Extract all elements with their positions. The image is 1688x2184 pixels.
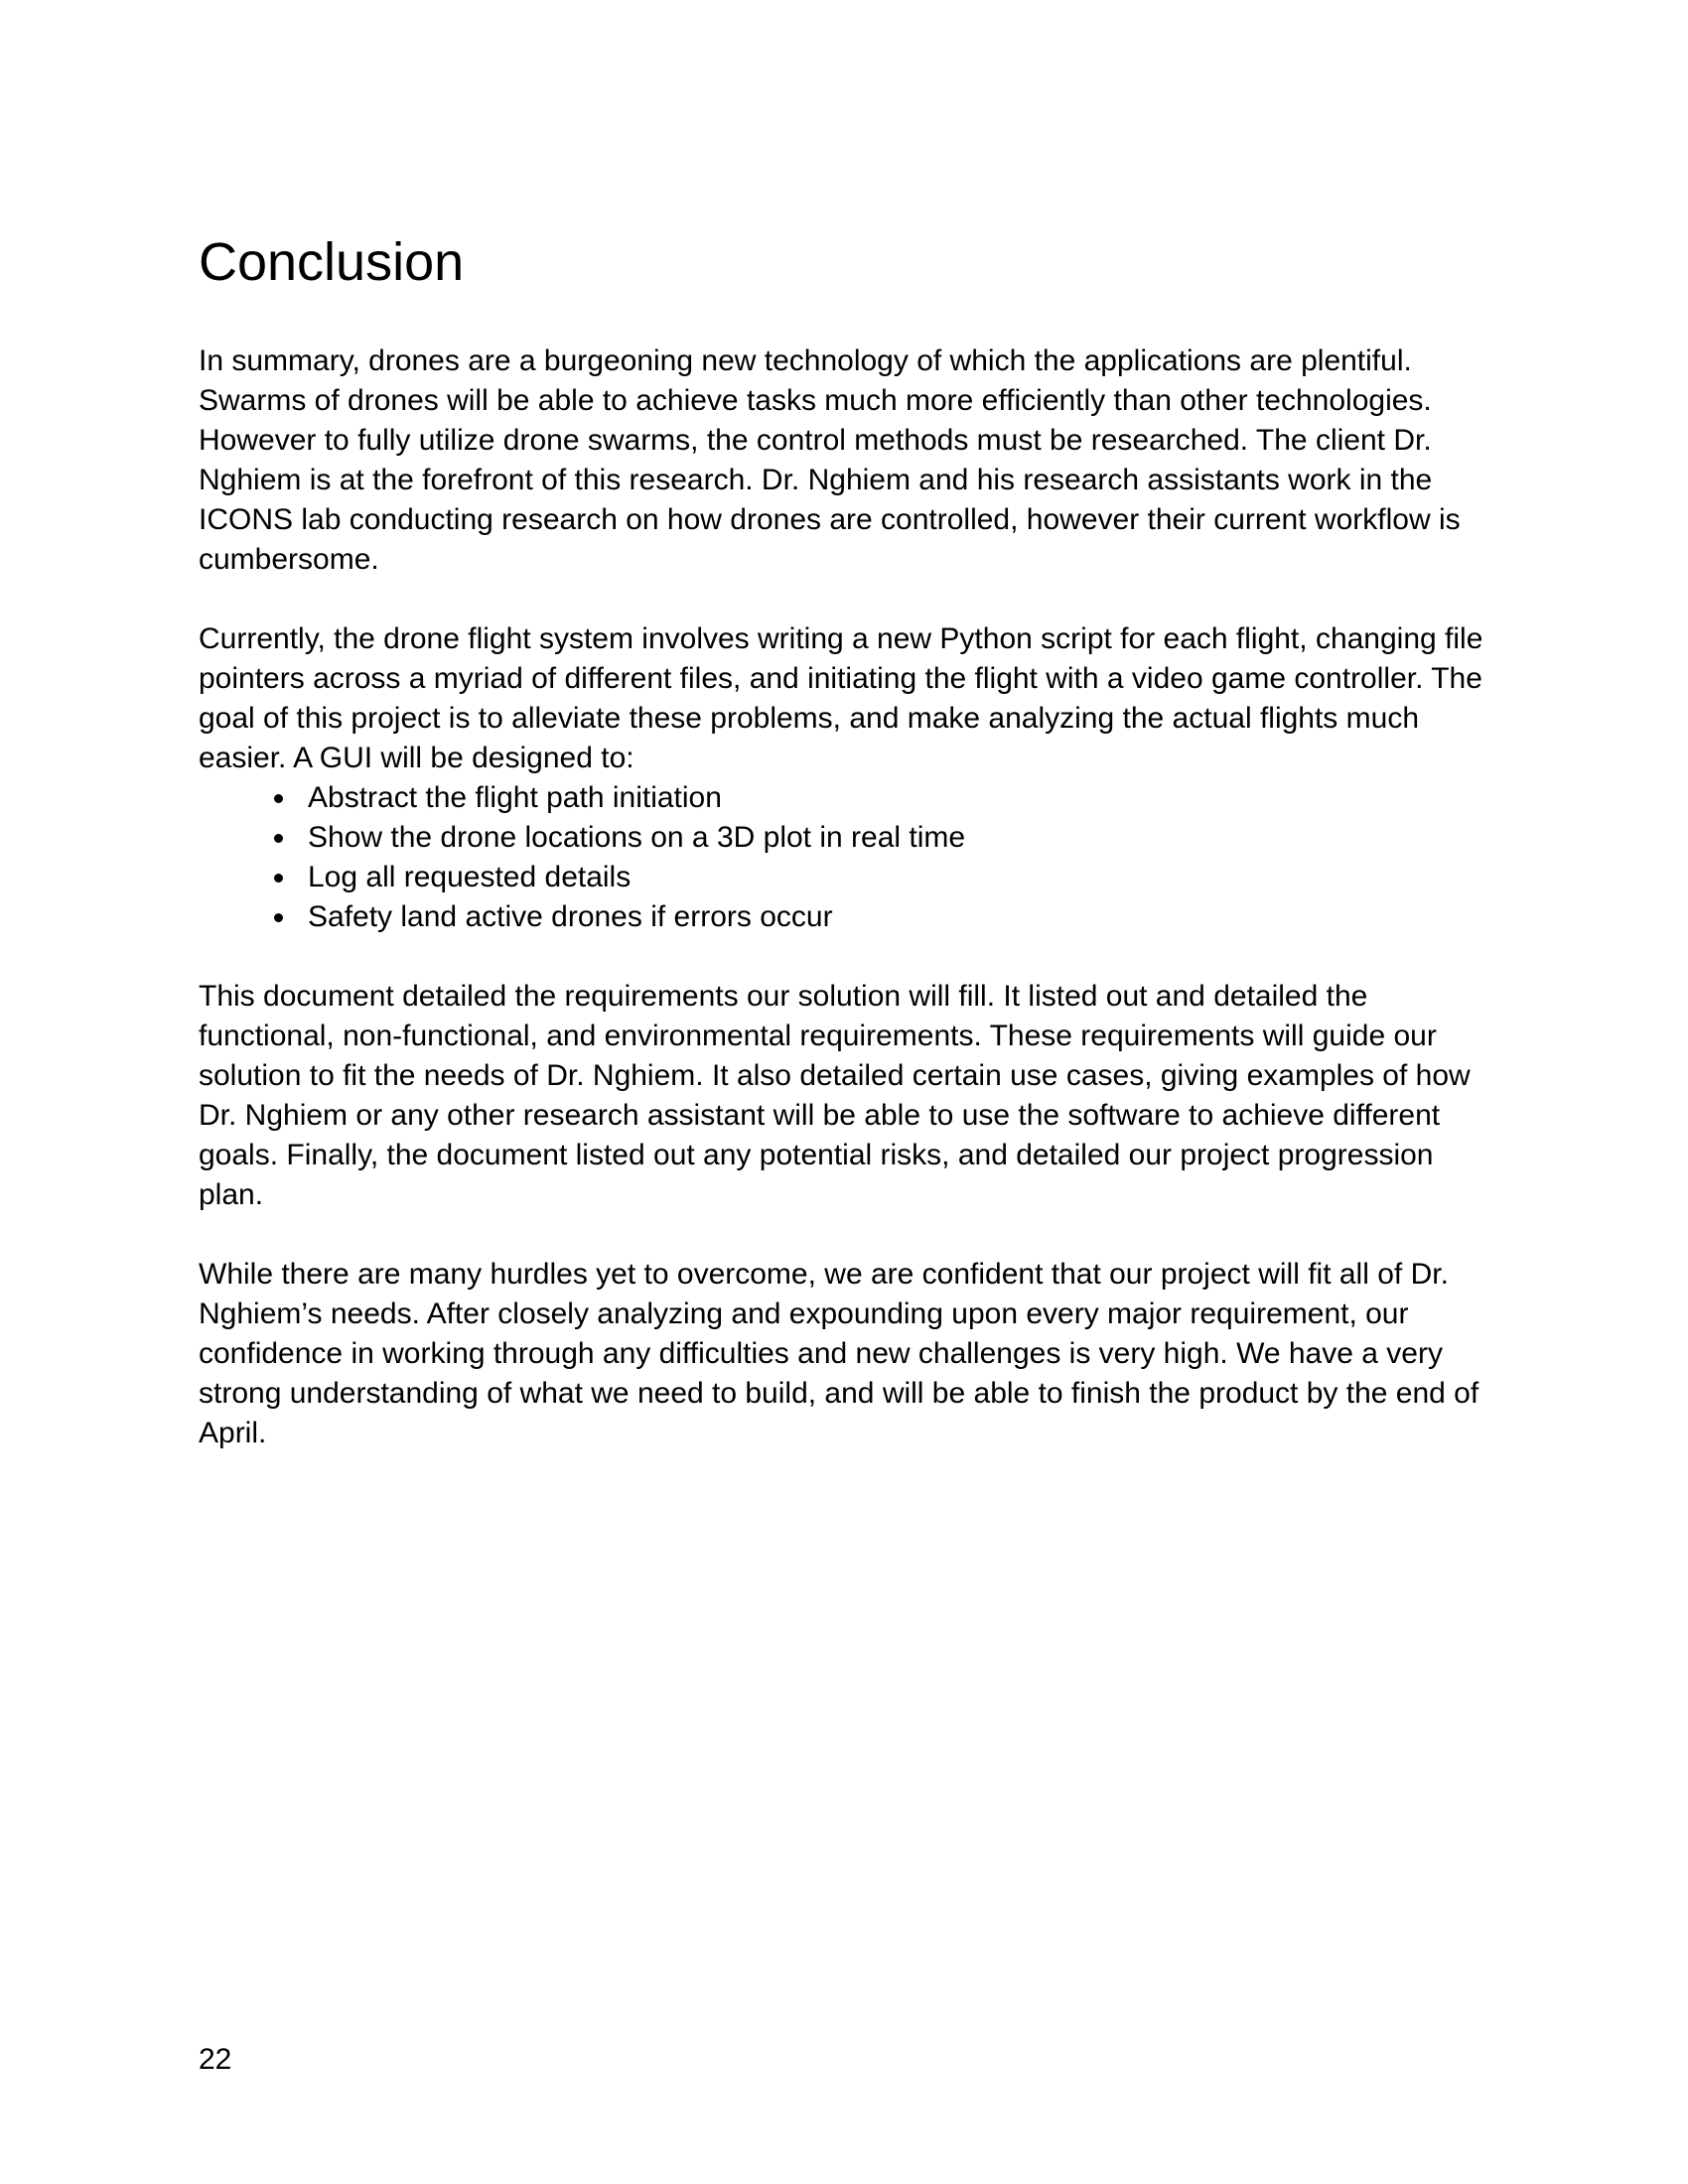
page-number: 22 [199, 2043, 232, 2076]
document-content [199, 0, 1489, 1453]
paragraph-current-system: Currently, the drone flight system involves writing a new Python script for each flight, changing file pointers across a myriad of different files, and initiating the flight with a video game controller. The goal of this project is to alleviate these problems, and make analyzing the actual flights much easier. A GUI will be designed to: [199, 622, 1483, 774]
gui-goals-bullet-list [199, 778, 1489, 937]
paragraph-document-recap: This document detailed the requirements our solution will fill. It listed out and detailed the functional, non-functional, and environmental requirements. These requirements will guide our solution to fit the needs of Dr. Nghiem. It also detailed certain use cases, giving examples of how Dr. Nghiem or any other research assistant will be able to use the software to achieve different goals. Finally, the document listed out any potential risks, and detailed our project progression plan. [199, 980, 1471, 1211]
bullet-item: • Log all requested details [298, 858, 1489, 897]
paragraph-summary: In summary, drones are a burgeoning new technology of which the applications are plentiful. Swarms of drones will be able to achieve tasks much more efficiently than other technologies. However to fully utilize drone swarms, the control methods must be researched. The client Dr. Nghiem is at the forefront of this research. Dr. Nghiem and his research assistants work in the ICONS lab conducting research on how drones are controlled, however their current workflow is cumbersome. [199, 344, 1461, 576]
bullet-item: • Safety land active drones if errors occur [298, 897, 1489, 937]
bullet-item: • Show the drone locations on a 3D plot in real time [298, 818, 1489, 858]
bullet-item: • Abstract the flight path initiation [298, 778, 1489, 818]
paragraph-confidence: While there are many hurdles yet to overcome, we are confident that our project will fit all of Dr. Nghiem’s needs. After closely analyzing and expounding upon every major requirement, our confidence in working through any difficulties and new challenges is very high. We have a very strong understanding of what we need to build, and will be able to finish the product by the end of April. [199, 1258, 1479, 1449]
section-heading: Conclusion [199, 232, 465, 292]
